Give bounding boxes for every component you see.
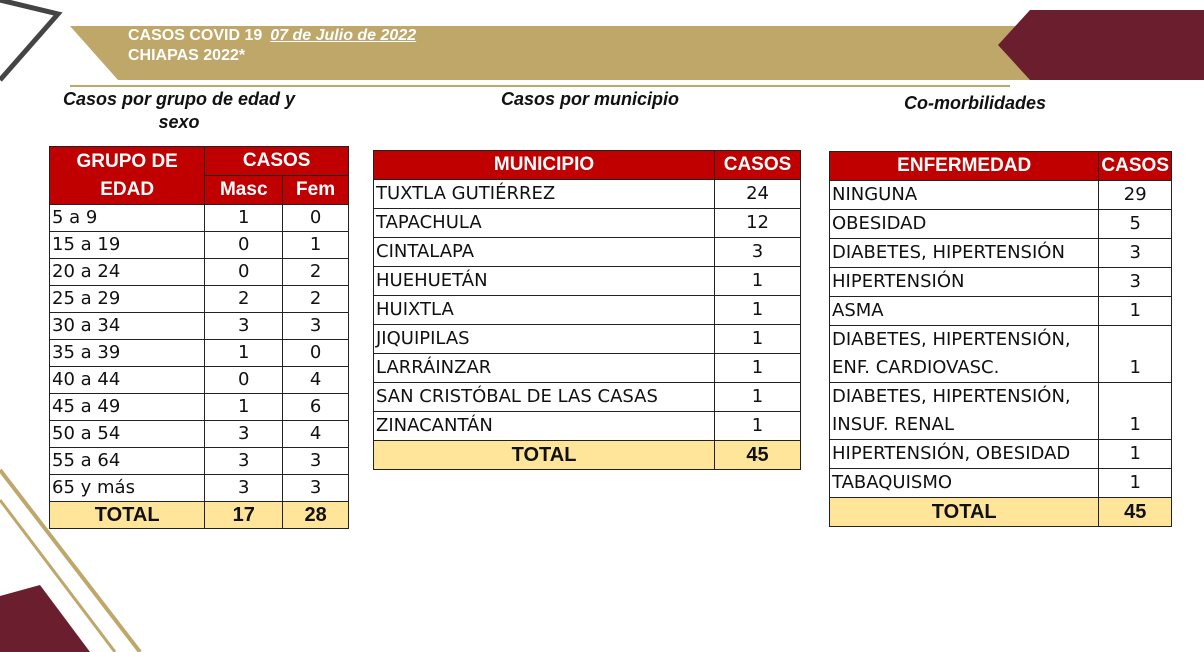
- table-row: [374, 383, 801, 412]
- table-row: [830, 383, 1172, 440]
- age-group: 20 a 24: [50, 259, 205, 286]
- female-cases: 1: [283, 232, 349, 259]
- disease-name: ASMA: [830, 297, 1099, 326]
- age-group: 5 a 9: [50, 205, 205, 232]
- municipio-cases: 1: [715, 412, 801, 441]
- municipio-table: [373, 150, 801, 470]
- female-cases: 2: [283, 259, 349, 286]
- table-header-row: [374, 151, 801, 180]
- header-cases: CASOS: [715, 151, 801, 180]
- female-cases: 0: [283, 340, 349, 367]
- municipio-name: ZINACANTÁN: [374, 412, 715, 441]
- female-cases: 6: [283, 394, 349, 421]
- header-cases: CASOS: [205, 147, 349, 176]
- male-cases: 1: [205, 340, 283, 367]
- age-group: 55 a 64: [50, 448, 205, 475]
- disease-cases: 3: [1099, 268, 1172, 297]
- age-group: 50 a 54: [50, 421, 205, 448]
- female-cases: 3: [283, 448, 349, 475]
- female-cases: 4: [283, 421, 349, 448]
- header-title-line1: CASOS COVID 19: [128, 27, 263, 44]
- total-label: TOTAL: [374, 441, 715, 470]
- disease-name: HIPERTENSIÓN: [830, 268, 1099, 297]
- age-group: 30 a 34: [50, 313, 205, 340]
- disease-cases: 1: [1099, 297, 1172, 326]
- header-date: 07 de Julio de 2022: [270, 27, 417, 44]
- disease-name-line1: DIABETES, HIPERTENSIÓN,: [832, 386, 1071, 407]
- disease-name-line2: ENF. CARDIOVASC.: [832, 357, 1000, 378]
- disease-cases: 5: [1099, 210, 1172, 239]
- table-row: [374, 325, 801, 354]
- header-title-line2: CHIAPAS 2022*: [128, 47, 246, 64]
- age-group: 25 a 29: [50, 286, 205, 313]
- table-row: [830, 181, 1172, 210]
- table-row: [50, 259, 349, 286]
- municipio-cases: 1: [715, 296, 801, 325]
- header-municipio: MUNICIPIO: [374, 151, 715, 180]
- header-group: GRUPO DE EDAD: [50, 147, 205, 205]
- municipio-name: LARRÁINZAR: [374, 354, 715, 383]
- comorbidity-table-title: Co-morbilidades: [903, 93, 1046, 113]
- total-label: TOTAL: [830, 498, 1099, 527]
- total-row: [50, 502, 349, 529]
- total-row: [374, 441, 801, 470]
- table-row: [50, 475, 349, 502]
- disease-name: NINGUNA: [830, 181, 1099, 210]
- female-cases: 3: [283, 475, 349, 502]
- disease-cases: 3: [1099, 239, 1172, 268]
- male-cases: 0: [205, 367, 283, 394]
- disease-name: [830, 383, 1099, 440]
- municipio-cases: 1: [715, 267, 801, 296]
- table-row: [374, 296, 801, 325]
- table-row: [50, 313, 349, 340]
- age-group: 15 a 19: [50, 232, 205, 259]
- header-disease: ENFERMEDAD: [830, 152, 1099, 181]
- municipio-table-title: Casos por municipio: [500, 89, 680, 109]
- female-cases: 3: [283, 313, 349, 340]
- municipio-name: HUEHUETÁN: [374, 267, 715, 296]
- total-row: [830, 498, 1172, 527]
- table-header-row: [830, 152, 1172, 181]
- header-cases: CASOS: [1099, 152, 1172, 181]
- disease-cases: 1: [1099, 440, 1172, 469]
- total-female: 28: [283, 502, 349, 529]
- male-cases: 2: [205, 286, 283, 313]
- table-row: [50, 232, 349, 259]
- disease-name: DIABETES, HIPERTENSIÓN: [830, 239, 1099, 268]
- municipio-name: JIQUIPILAS: [374, 325, 715, 354]
- table-row: [50, 394, 349, 421]
- disease-name-line1: DIABETES, HIPERTENSIÓN,: [832, 329, 1071, 350]
- municipio-name: TUXTLA GUTIÉRREZ: [374, 180, 715, 209]
- municipio-name: CINTALAPA: [374, 238, 715, 267]
- municipio-name: TAPACHULA: [374, 209, 715, 238]
- male-cases: 3: [205, 421, 283, 448]
- male-cases: 3: [205, 448, 283, 475]
- table-row: [50, 448, 349, 475]
- municipio-cases: 1: [715, 383, 801, 412]
- table-row: [50, 421, 349, 448]
- disease-cases: 1: [1099, 469, 1172, 498]
- table-header-row: [50, 147, 349, 176]
- disease-name: HIPERTENSIÓN, OBESIDAD: [830, 440, 1099, 469]
- municipio-cases: 12: [715, 209, 801, 238]
- age-group: 45 a 49: [50, 394, 205, 421]
- total-cases: 45: [1099, 498, 1172, 527]
- table-row: [50, 205, 349, 232]
- table-row: [374, 180, 801, 209]
- header-title: [128, 26, 416, 66]
- table-row: [374, 209, 801, 238]
- municipio-cases: 1: [715, 354, 801, 383]
- age-table-title: Casos por grupo de edad y sexo: [62, 89, 296, 132]
- age-group: 65 y más: [50, 475, 205, 502]
- age-group: 35 a 39: [50, 340, 205, 367]
- total-label: TOTAL: [50, 502, 205, 529]
- table-row: [830, 239, 1172, 268]
- male-cases: 1: [205, 205, 283, 232]
- municipio-name: HUIXTLA: [374, 296, 715, 325]
- table-row: [374, 267, 801, 296]
- bottom-left-maroon-triangle: [0, 585, 90, 652]
- comorbidity-table: [829, 151, 1172, 527]
- table-row: [50, 286, 349, 313]
- female-cases: 2: [283, 286, 349, 313]
- municipio-cases: 24: [715, 180, 801, 209]
- table-row: [830, 268, 1172, 297]
- table-row: [50, 340, 349, 367]
- table-row: [50, 367, 349, 394]
- disease-cases: 29: [1099, 181, 1172, 210]
- disease-name: OBESIDAD: [830, 210, 1099, 239]
- female-cases: 4: [283, 367, 349, 394]
- disease-name: [830, 326, 1099, 383]
- male-cases: 3: [205, 475, 283, 502]
- total-cases: 45: [715, 441, 801, 470]
- table-row: [374, 412, 801, 441]
- male-cases: 0: [205, 232, 283, 259]
- female-cases: 0: [283, 205, 349, 232]
- male-cases: 3: [205, 313, 283, 340]
- header-male: Masc: [205, 176, 283, 205]
- table-row: [830, 469, 1172, 498]
- male-cases: 1: [205, 394, 283, 421]
- age-group-table: [49, 146, 349, 529]
- disease-name: TABAQUISMO: [830, 469, 1099, 498]
- header-maroon-shape: [998, 10, 1204, 80]
- total-male: 17: [205, 502, 283, 529]
- disease-cases: 1: [1099, 326, 1172, 383]
- top-left-chevron: [0, 0, 58, 80]
- table-row: [830, 440, 1172, 469]
- table-row: [830, 297, 1172, 326]
- table-row: [374, 354, 801, 383]
- age-group: 40 a 44: [50, 367, 205, 394]
- table-row: [830, 210, 1172, 239]
- header-female: Fem: [283, 176, 349, 205]
- disease-cases: 1: [1099, 383, 1172, 440]
- table-row: [830, 326, 1172, 383]
- table-row: [374, 238, 801, 267]
- municipio-cases: 3: [715, 238, 801, 267]
- municipio-name: SAN CRISTÓBAL DE LAS CASAS: [374, 383, 715, 412]
- disease-name-line2: INSUF. RENAL: [832, 414, 954, 435]
- municipio-cases: 1: [715, 325, 801, 354]
- male-cases: 0: [205, 259, 283, 286]
